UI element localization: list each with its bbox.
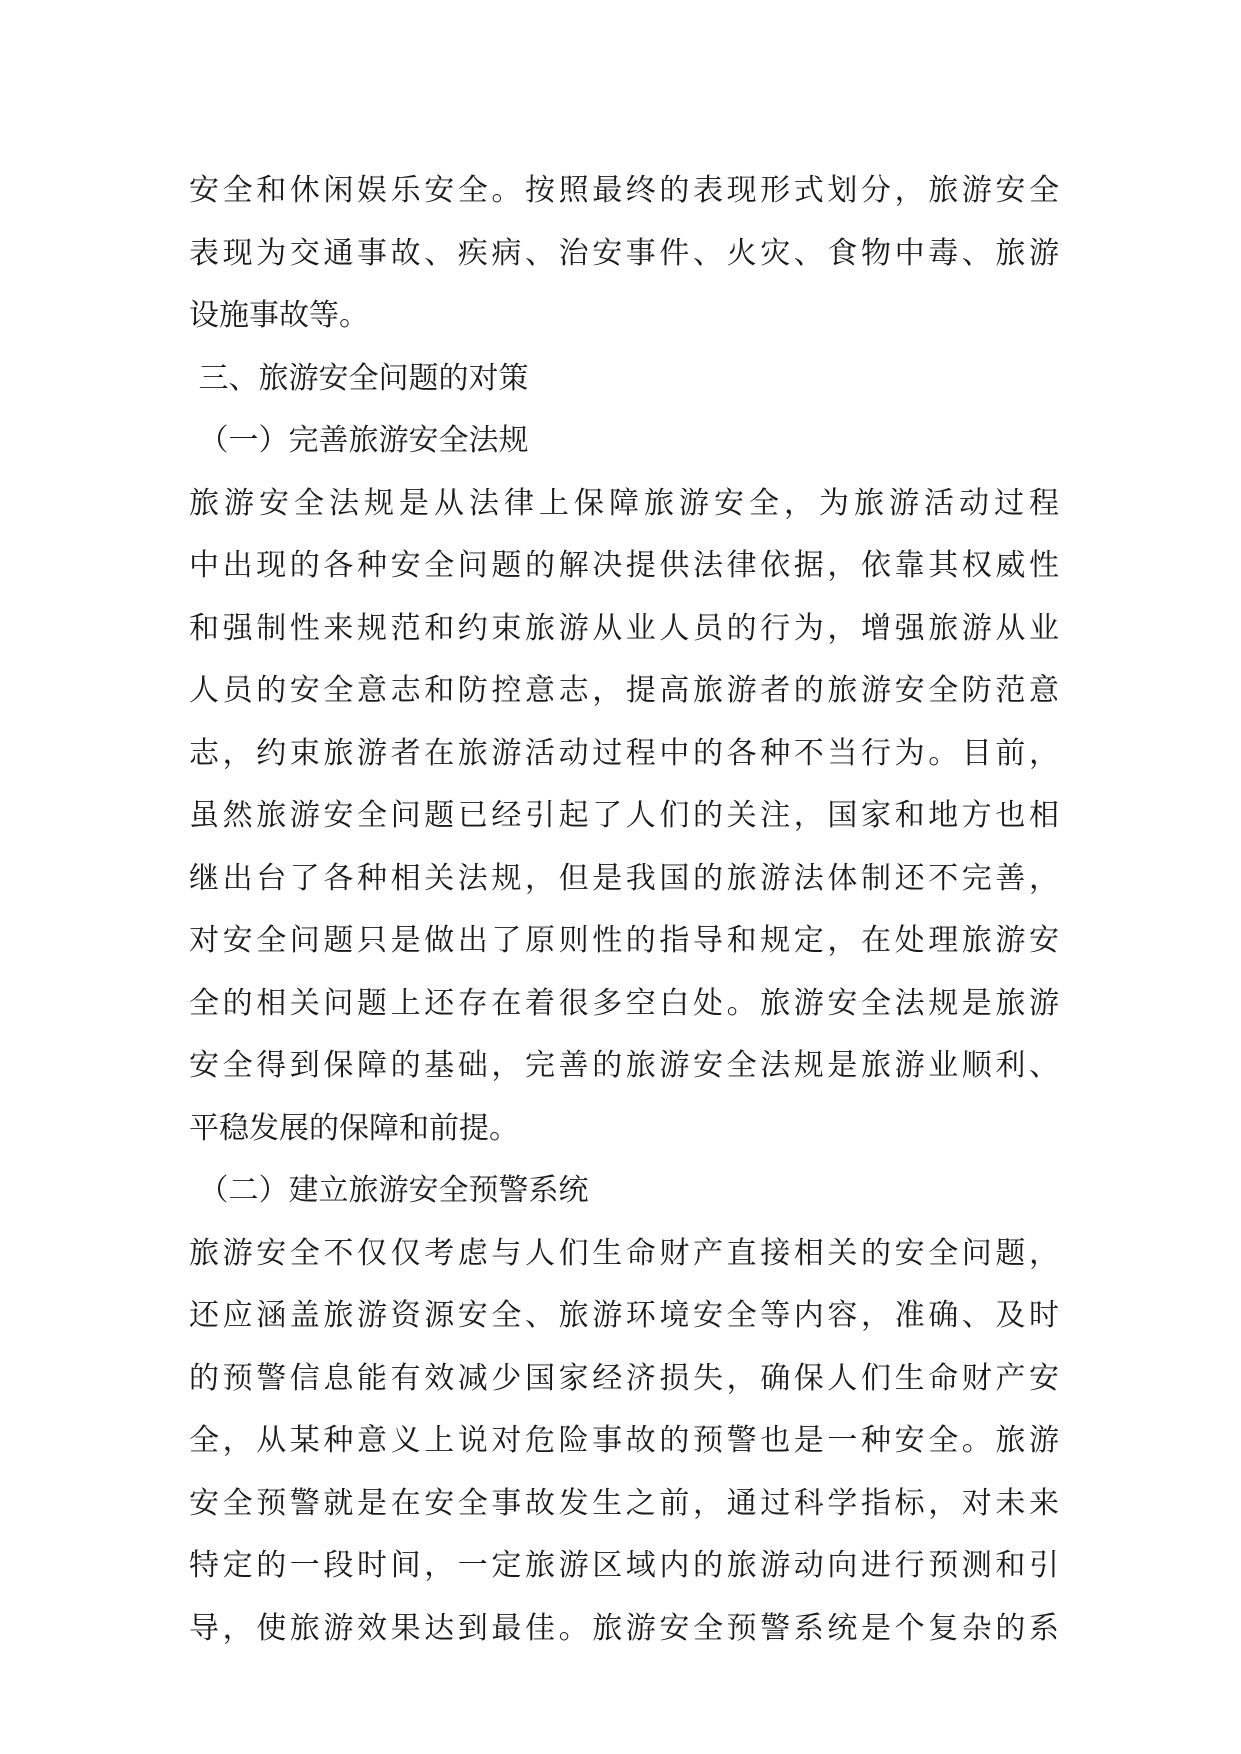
text-line: 特定的一段时间，一定旅游区域内的旅游动向进行预测和引 [189,1548,1059,1583]
text-line: 安全预警就是在安全事故发生之前，通过科学指标，对未来 [189,1485,1059,1521]
document-body [189,160,1059,1660]
text-line: 旅游安全法规是从法律上保障旅游安全，为旅游活动过程 [189,485,1059,521]
text-line: 还应涵盖旅游资源安全、旅游环境安全等内容，准确、及时 [189,1298,1059,1333]
section-heading: 三、旅游安全问题的对策 [189,360,529,396]
text-line: 安全和休闲娱乐安全。按照最终的表现形式划分，旅游安全 [189,173,1059,208]
text-line: 志，约束旅游者在旅游活动过程中的各种不当行为。目前， [189,735,1059,771]
text-line: 全，从某种意义上说对危险事故的预警也是一种安全。旅游 [189,1423,1059,1458]
text-line: 全的相关问题上还存在着很多空白处。旅游安全法规是旅游 [189,985,1059,1021]
text-line: 导，使旅游效果达到最佳。旅游安全预警系统是个复杂的系 [189,1610,1059,1646]
text-line: 继出台了各种相关法规，但是我国的旅游法体制还不完善， [189,860,1059,896]
text-line: 的预警信息能有效减少国家经济损失，确保人们生命财产安 [189,1360,1059,1396]
text-line: 旅游安全不仅仅考虑与人们生命财产直接相关的安全问题， [189,1235,1059,1271]
subsection-heading: （二）建立旅游安全预警系统 [189,1173,589,1208]
text-line: 虽然旅游安全问题已经引起了人们的关注，国家和地方也相 [189,798,1059,833]
text-line: 人员的安全意志和防控意志，提高旅游者的旅游安全防范意 [189,673,1059,708]
text-line: 设施事故等。 [189,298,369,333]
text-line: 安全得到保障的基础，完善的旅游安全法规是旅游业顺利、 [189,1048,1059,1083]
text-line: 表现为交通事故、疾病、治安事件、火灾、食物中毒、旅游 [189,235,1059,271]
text-line: 中出现的各种安全问题的解决提供法律依据，依靠其权威性 [189,548,1059,583]
text-line: 平稳发展的保障和前提。 [189,1110,519,1146]
text-line: 和强制性来规范和约束旅游从业人员的行为，增强旅游从业 [189,610,1059,646]
subsection-heading: （一）完善旅游安全法规 [189,423,529,458]
text-line: 对安全问题只是做出了原则性的指导和规定，在处理旅游安 [189,923,1059,958]
